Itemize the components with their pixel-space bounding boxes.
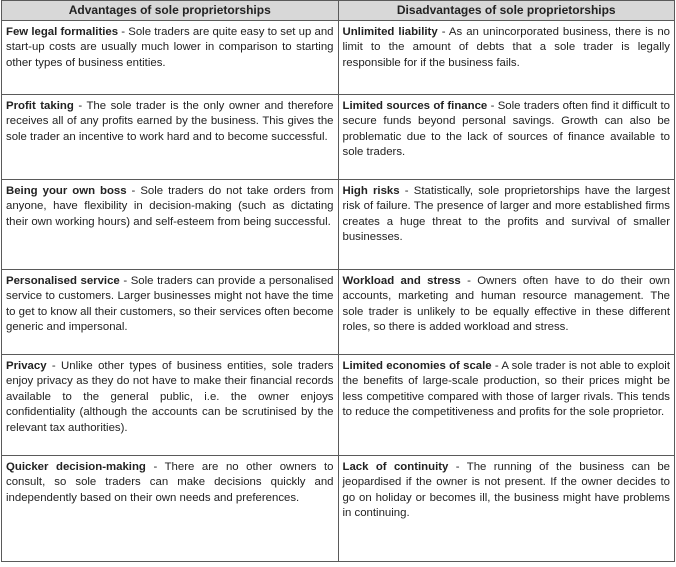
advantage-cell: [2, 270, 339, 355]
disadvantage-text: - As an unincorporated business, there is no limit to the amount of debts that a sole trader is legally responsible for if the business fails.: [342, 26, 670, 69]
disadvantage-text: - Owners often have to do their own accounts, marketing and human resource management. The sole trader is unlikely to be equally effective in these different roles, so there is added workload and stress.: [342, 275, 670, 334]
advantage-term: Being your own boss: [6, 185, 127, 197]
advantage-text: - Sole traders are quite easy to set up and start-up costs are usually much lower in comparison to starting other types of business entities.: [6, 26, 334, 69]
advantage-cell: [2, 180, 339, 270]
advantage-text: - The sole trader is the only owner and therefore receives all of any profits earned by the business. This gives the sole trader an incentive to work hard and to become successful.: [6, 100, 334, 143]
disadvantage-cell: [338, 180, 675, 270]
disadvantage-cell: [338, 95, 675, 180]
disadvantage-term: Lack of continuity: [342, 461, 449, 473]
advantage-term: Privacy: [6, 360, 47, 372]
table-row: [2, 95, 675, 180]
disadvantage-text: - Sole traders often find it difficult to secure funds beyond personal savings. Growth can also be problematic due to the lack of sources of finance available to sole traders.: [342, 100, 670, 159]
disadvantage-cell: [338, 355, 675, 456]
advantage-cell: [2, 456, 339, 562]
disadvantages-header: Disadvantages of sole proprietorships: [338, 1, 675, 21]
advantage-text: - Unlike other types of business entities, sole traders enjoy privacy as they do not have to make their financial records available to the general public, i.e. the owner enjoys confidentiality (although the accounts can be scrutinised by the relevant tax authorities).: [6, 360, 334, 434]
disadvantage-term: High risks: [342, 185, 400, 197]
comparison-table: [1, 0, 675, 562]
disadvantage-term: Limited economies of scale: [342, 360, 492, 372]
advantages-header: Advantages of sole proprietorships: [2, 1, 339, 21]
advantage-text: - Sole traders do not take orders from anyone, have flexibility in decision-making (such as dictating their own working hours) and self-esteem from being successful.: [6, 185, 334, 228]
disadvantage-cell: [338, 21, 675, 95]
disadvantage-cell: [338, 270, 675, 355]
table-row: [2, 456, 675, 562]
disadvantage-cell: [338, 456, 675, 562]
table-row: [2, 21, 675, 95]
table-row: [2, 270, 675, 355]
advantage-cell: [2, 21, 339, 95]
disadvantage-term: Workload and stress: [342, 275, 461, 287]
advantage-term: Profit taking: [6, 100, 74, 112]
advantage-text: - Sole traders can provide a personalised service to customers. Larger businesses might not have the time to get to know all their customers, so their services often become generic and impersonal.: [6, 275, 334, 334]
disadvantage-text: - Statistically, sole proprietorships have the largest risk of failure. The presence of larger and more established firms creates a huge threat to the profits and survival of smaller businesses.: [342, 185, 670, 244]
advantage-term: Personalised service: [6, 275, 120, 287]
advantage-cell: [2, 95, 339, 180]
advantage-term: Few legal formalities: [6, 26, 119, 38]
disadvantage-term: Limited sources of finance: [342, 100, 488, 112]
advantage-term: Quicker decision-making: [6, 461, 146, 473]
disadvantage-term: Unlimited liability: [342, 26, 438, 38]
table-row: [2, 355, 675, 456]
advantage-cell: [2, 355, 339, 456]
disadvantage-text: - The running of the business can be jeopardised if the owner is not present. If the owner decides to go on holiday or becomes ill, the business might have problems in continuing.: [342, 461, 671, 520]
header-row: [2, 1, 675, 21]
advantage-text: - There are no other owners to consult, so sole traders can make decisions quickly and independently based on their own needs and preferences.: [6, 461, 334, 504]
table-row: [2, 180, 675, 270]
disadvantage-text: - A sole trader is not able to exploit the benefits of large-scale production, so their prices might be less competitive compared with those of larger rivals. This tends to reduce the competitiveness and profits for the sole proprietor.: [342, 360, 670, 419]
